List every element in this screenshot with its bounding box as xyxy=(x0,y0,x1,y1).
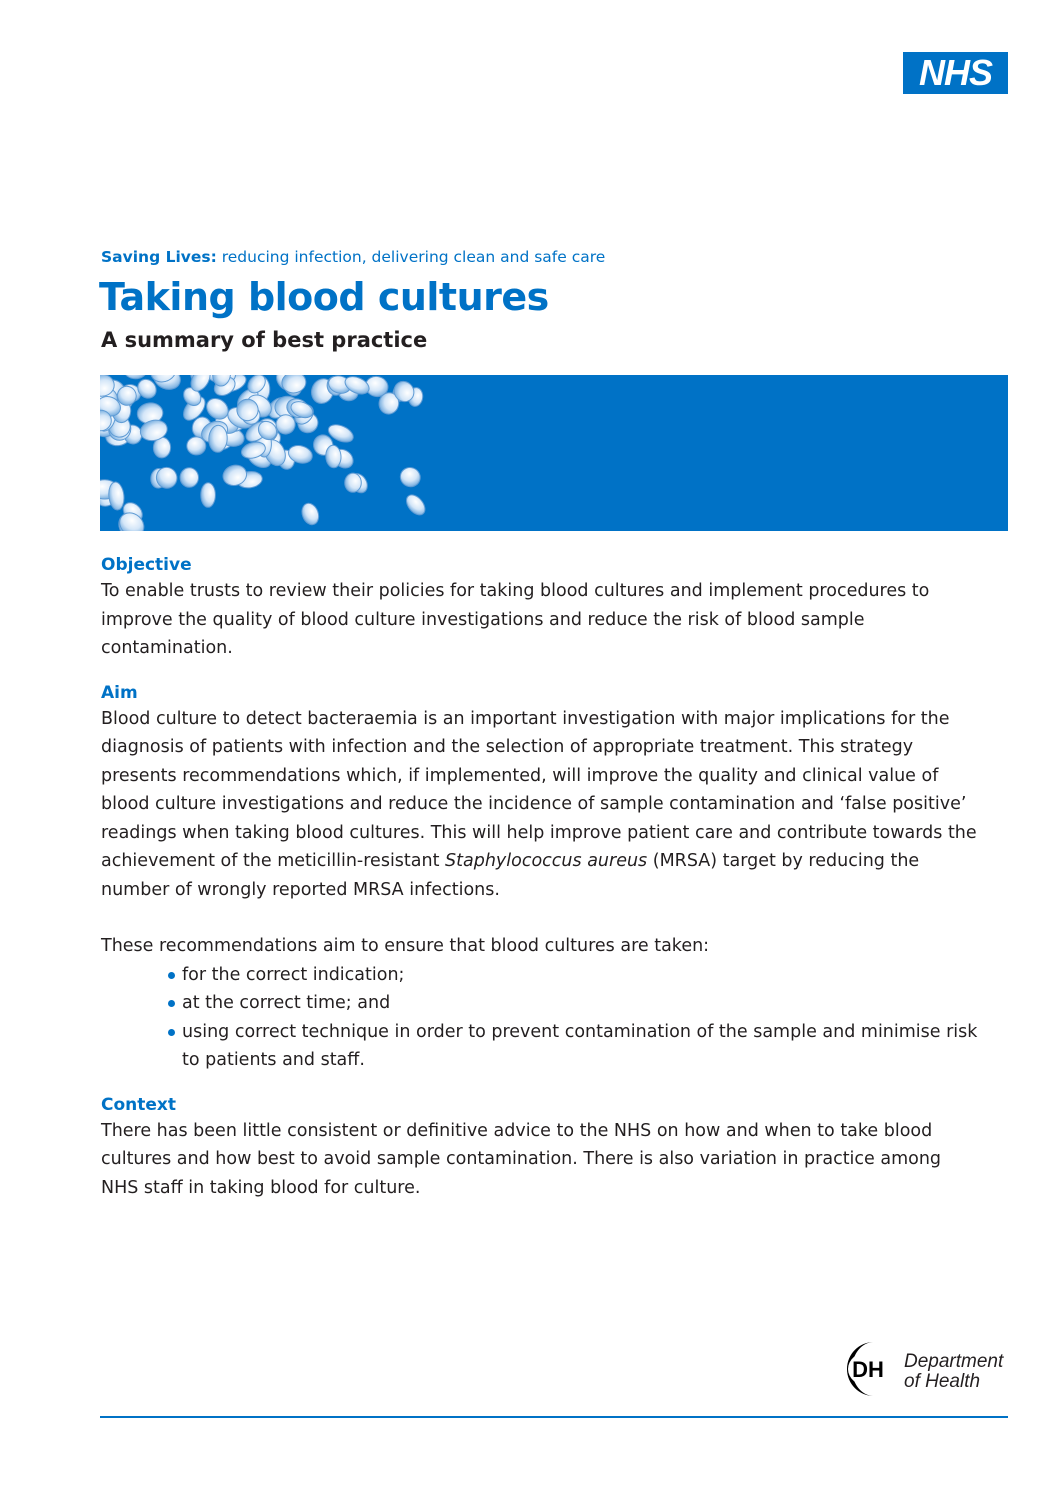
context-text: There has been little consistent or definitive advice to the NHS on how and when to take blood cultures and how best to avoid sample contamination. There is also variation in practice among NHS staff in taking blood for culture. xyxy=(101,1120,942,1198)
aim-heading: Aim xyxy=(101,682,138,703)
bacterium-cell xyxy=(403,491,429,518)
dh-name-line1: Department xyxy=(904,1351,1004,1372)
bacterium-cell xyxy=(201,483,216,508)
bacterium-cell xyxy=(180,467,199,487)
bacterium-cell xyxy=(325,445,341,468)
page-title: Taking blood cultures xyxy=(99,275,549,319)
footer-divider xyxy=(100,1416,1008,1418)
bacterium-cell xyxy=(345,473,362,492)
aim-bullet-list xyxy=(101,961,981,1075)
aim-bullet: at the correct time; and xyxy=(168,989,981,1018)
aim-intro: These recommendations aim to ensure that blood cultures are taken: xyxy=(101,936,710,956)
bacterium-cell xyxy=(281,375,308,394)
bacterium-cell xyxy=(124,375,147,379)
department-of-health-logo xyxy=(834,1338,1010,1400)
nhs-logo: NHS xyxy=(903,52,1008,94)
series-tagline: reducing infection, delivering clean and safe care xyxy=(216,248,606,266)
series-line xyxy=(101,248,605,266)
dh-name-line2: of Health xyxy=(904,1371,981,1392)
bacteria-cluster-image xyxy=(100,375,1008,531)
aim-text-part2: (MRSA) target by reducing the number of wrongly reported MRSA infections. xyxy=(101,851,920,900)
page-subtitle: A summary of best practice xyxy=(101,328,428,352)
aim-text-italic: Staphylococcus aureus xyxy=(445,851,648,871)
dh-wordmark xyxy=(904,1352,1003,1392)
context-heading: Context xyxy=(101,1094,177,1115)
objective-heading: Objective xyxy=(101,555,192,575)
bacteria-banner xyxy=(100,375,1008,531)
series-label: Saving Lives: xyxy=(101,248,217,266)
body-content xyxy=(101,553,981,1202)
aim-bullet: for the correct indication; xyxy=(168,961,981,990)
aim-bullet: using correct technique in order to prevent contamination of the sample and minimise risk to patients and staff. xyxy=(168,1018,981,1075)
dh-mark-icon xyxy=(834,1338,898,1400)
bacterium-cell xyxy=(299,501,321,527)
bacterium-cell xyxy=(107,481,125,510)
objective-text: To enable trusts to review their policies for taking blood cultures and implement procedures to improve the quality of blood culture investigations and reduce the risk of blood sample contamination. xyxy=(101,581,930,658)
bacterium-cell xyxy=(397,465,423,490)
dh-mark-text: DH xyxy=(852,1357,884,1382)
aim-text xyxy=(101,705,981,905)
aim-text-part1: Blood culture to detect bacteraemia is an important investigation with major implications for the diagnosis of patients with infection and the selection of appropriate treatment. This strategy presents recommendations which, if implemented, will improve the quality and clinical value of blood culture investigations and reduce the incidence of sample contamination and ‘false positive’ readings when taking blood cultures. This will help improve patient care and contribute towards the achievement of the meticillin-resistant xyxy=(101,708,977,871)
